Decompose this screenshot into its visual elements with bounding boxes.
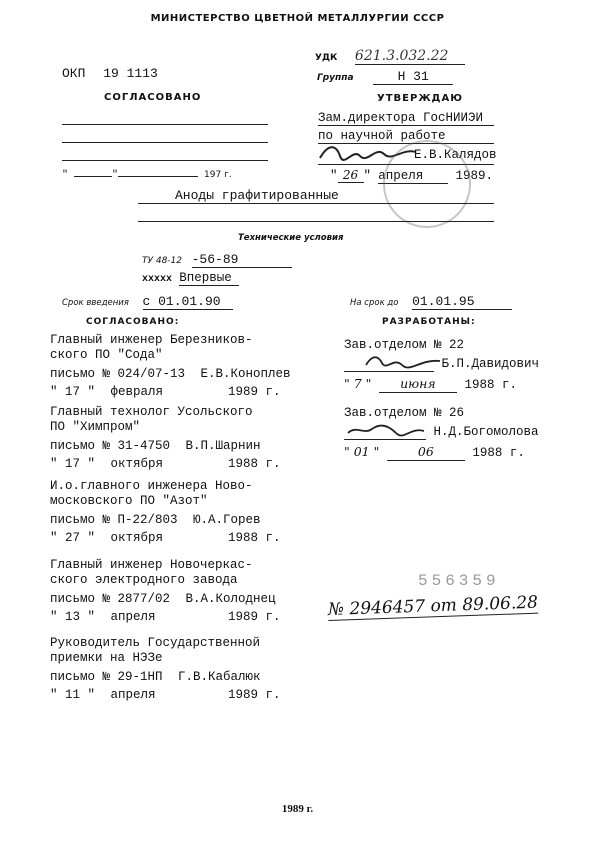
title-underline xyxy=(138,221,494,222)
signatory-name: В.П.Шарнин xyxy=(185,439,261,453)
agreed-item-letter xyxy=(50,367,291,382)
letter-number: письмо № 2877/02 xyxy=(50,592,171,606)
first-issue-prefix: xxxxx xyxy=(142,274,173,285)
letter-number: письмо № 31-4750 xyxy=(50,439,171,453)
agreed-date-stub: " " 197 г. xyxy=(62,170,232,181)
developer-signature-row xyxy=(344,356,539,372)
agreed-list-title: СОГЛАСОВАНО: xyxy=(86,317,180,327)
until-date-row xyxy=(350,292,512,310)
date-month: апреля xyxy=(110,610,156,624)
date-day: " 01 " xyxy=(344,444,380,459)
udk-row xyxy=(315,47,465,65)
date-year: 1988 г. xyxy=(228,531,281,545)
agreed-item-letter xyxy=(50,670,281,685)
okp-label: ОКП xyxy=(62,66,86,81)
agreed-item-line2: ПО "Химпром" xyxy=(50,420,141,434)
group-label: Группа xyxy=(317,73,354,83)
date-year: 1988 г. xyxy=(464,378,517,392)
letter-number: письмо № 29-1НП xyxy=(50,670,163,684)
tu-number: -56-89 xyxy=(192,252,292,268)
intro-date-row xyxy=(62,292,233,310)
developer-item xyxy=(344,405,539,461)
approve-month: апреля xyxy=(378,169,448,184)
approve-position-2: по научной работе xyxy=(318,129,494,144)
ministry-header: МИНИСТЕРСТВО ЦВЕТНОЙ МЕТАЛЛУРГИИ СССР xyxy=(150,13,445,24)
developer-date xyxy=(344,376,539,393)
agreed-item xyxy=(50,636,281,703)
approve-day: 26 xyxy=(338,168,364,183)
udk-value: 621.3.032.22 xyxy=(355,48,465,65)
developer-signature xyxy=(364,353,444,371)
agreed-item-date xyxy=(50,385,291,400)
until-label: На срок до xyxy=(350,298,399,308)
date-month: октября xyxy=(110,531,164,545)
approve-year: 1989. xyxy=(455,169,493,183)
registration-handwritten: № 2946457 от 89.06.28 xyxy=(327,592,539,620)
agreed-item xyxy=(50,558,281,625)
group-value: Н 31 xyxy=(373,69,453,85)
intro-label: Срок введения xyxy=(62,298,129,308)
agreed-item-date xyxy=(50,610,281,625)
official-stamp xyxy=(383,140,471,228)
signatory-name: Г.В.Кабалюк xyxy=(178,670,261,684)
developer-name: Б.П.Давидович xyxy=(441,357,540,371)
date-month: 06 xyxy=(387,444,465,461)
date-year: 1988 г. xyxy=(472,446,525,460)
agreed-item-letter xyxy=(50,513,281,528)
agreed-item-line1: Главный инженер Березников- xyxy=(50,333,253,347)
developer-date xyxy=(344,444,539,461)
footer-year: 1989 г. xyxy=(281,803,314,815)
date-year: 1989 г. xyxy=(228,610,281,624)
date-month: апреля xyxy=(110,688,156,702)
until-value: 01.01.95 xyxy=(412,294,512,310)
approve-title: УТВЕРЖДАЮ xyxy=(377,93,463,104)
first-issue-text: Впервые xyxy=(179,271,239,286)
agreed-item-date xyxy=(50,531,281,546)
registration-number-faint: 556359 xyxy=(418,572,500,590)
developer-role: Зав.отделом № 22 xyxy=(344,338,465,352)
date-day: " 17 " xyxy=(50,457,96,471)
agreed-blank-line xyxy=(62,142,268,143)
intro-value: с 01.01.90 xyxy=(143,294,233,310)
agreed-item-letter xyxy=(50,439,281,454)
agreed-item-line1: Главный инженер Новочеркас- xyxy=(50,558,253,572)
document-subtitle: Технические условия xyxy=(238,233,344,243)
agreed-item-line1: Руководитель Государственной xyxy=(50,636,261,650)
okp-code xyxy=(62,66,158,81)
date-day: " 17 " xyxy=(50,385,96,399)
developer-signature-row xyxy=(344,424,539,440)
okp-value: 19 1113 xyxy=(103,66,158,81)
title-underline xyxy=(138,203,494,204)
developer-role: Зав.отделом № 26 xyxy=(344,406,465,420)
date-year: 1989 г. xyxy=(228,688,281,702)
signatory-name: Ю.А.Горев xyxy=(193,513,261,527)
date-year: 1989 г. xyxy=(228,385,281,399)
agreed-top-title: СОГЛАСОВАНО xyxy=(104,92,202,103)
date-month: октября xyxy=(110,457,164,471)
date-month: февраля xyxy=(110,385,164,399)
developer-item xyxy=(344,337,539,393)
agreed-item-line1: Главный технолог Усольского xyxy=(50,405,253,419)
group-row xyxy=(317,67,453,85)
developer-signature xyxy=(346,421,426,439)
agreed-item-letter xyxy=(50,592,281,607)
developer-name: Н.Д.Богомолова xyxy=(433,425,539,439)
signatory-name: Е.В.Коноплев xyxy=(200,367,291,381)
letter-number: письмо № 024/07-13 xyxy=(50,367,186,381)
date-day: " 27 " xyxy=(50,531,96,545)
tu-prefix: ТУ 48-12 xyxy=(142,256,182,266)
date-day: " 7 " xyxy=(344,376,372,391)
approve-position-1: Зам.директора ГосНИИЭИ xyxy=(318,111,494,126)
udk-label: УДК xyxy=(315,53,338,63)
first-issue-row xyxy=(142,271,239,286)
agreed-date-year: 197 г. xyxy=(204,170,232,180)
approve-name: Е.В.Калядов xyxy=(414,148,497,162)
agreed-item-line2: приемки на НЭЗе xyxy=(50,651,163,665)
document-title: Аноды графитированные xyxy=(175,188,339,203)
agreed-item xyxy=(50,333,291,400)
date-month: июня xyxy=(379,376,457,393)
agreed-item-date xyxy=(50,457,281,472)
approve-date: " 26 " апреля 1989. xyxy=(330,168,493,183)
agreed-item-date xyxy=(50,688,281,703)
agreed-item-line2: ского электродного завода xyxy=(50,573,238,587)
signatory-name: В.А.Колоднец xyxy=(185,592,276,606)
agreed-item xyxy=(50,479,281,546)
agreed-item xyxy=(50,405,281,472)
letter-number: письмо № П-22/803 xyxy=(50,513,178,527)
date-day: " 11 " xyxy=(50,688,96,702)
agreed-blank-line xyxy=(62,160,268,161)
agreed-item-line2: ского ПО "Сода" xyxy=(50,348,163,362)
agreed-item-line2: московского ПО "Азот" xyxy=(50,494,208,508)
agreed-blank-line xyxy=(62,124,268,125)
agreed-item-line1: И.о.главного инженера Ново- xyxy=(50,479,253,493)
developed-title: РАЗРАБОТАНЫ: xyxy=(382,317,476,327)
tu-row xyxy=(142,250,292,268)
date-year: 1988 г. xyxy=(228,457,281,471)
date-day: " 13 " xyxy=(50,610,96,624)
